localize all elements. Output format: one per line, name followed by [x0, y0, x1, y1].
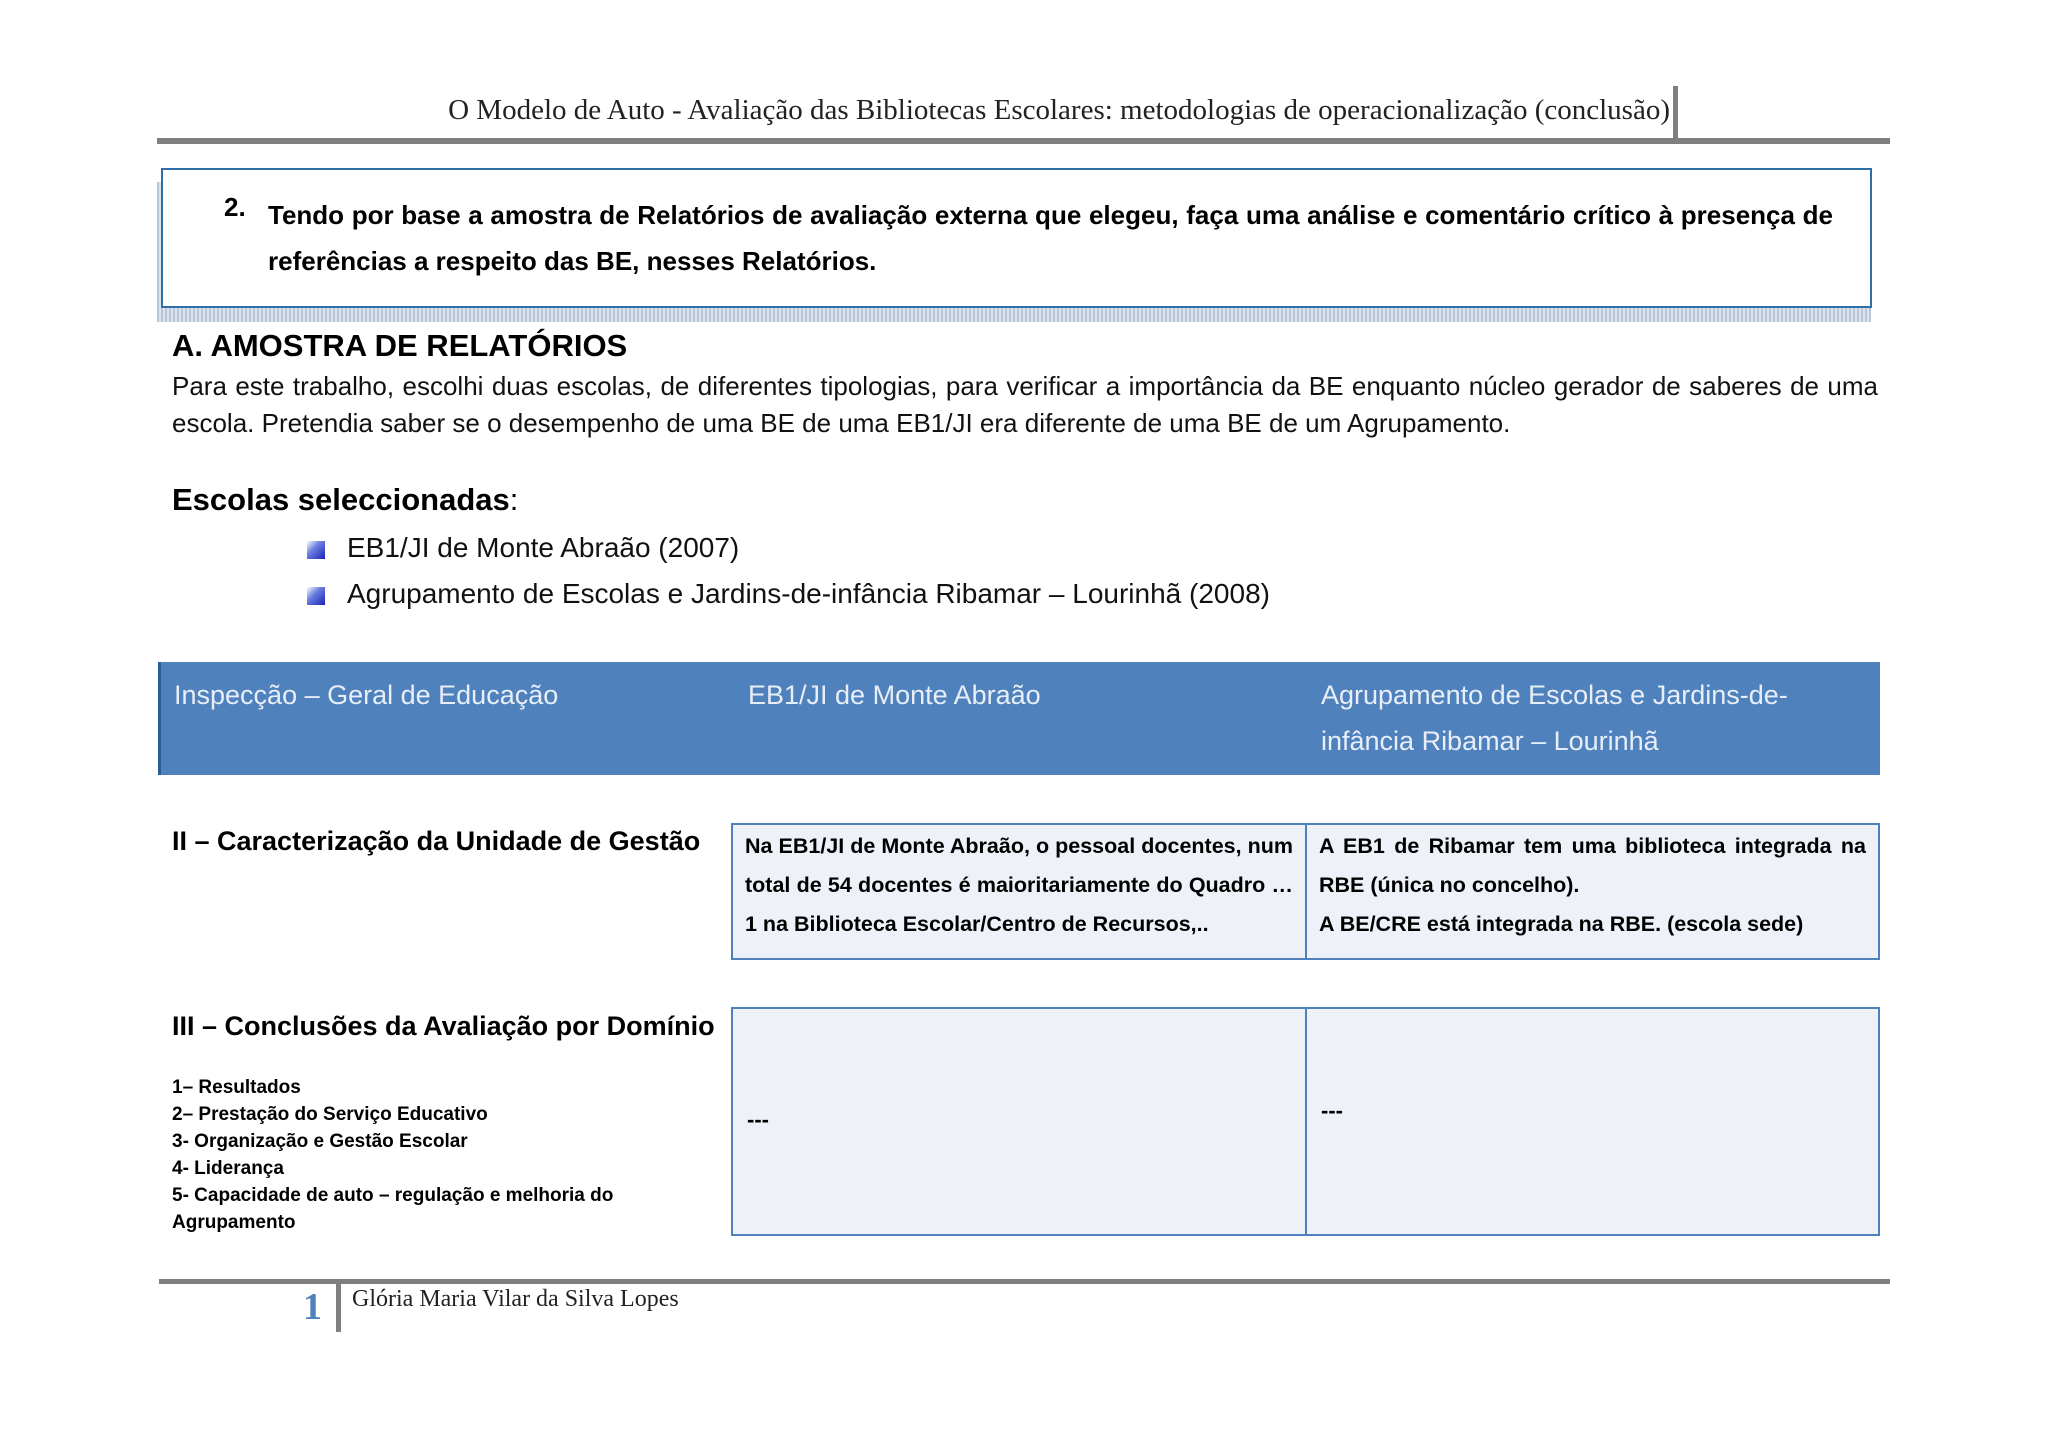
table-header-cell: Agrupamento de Escolas e Jardins-de-infância Ribamar – Lourinhã [1321, 680, 1788, 756]
escolas-heading-colon: : [509, 482, 519, 517]
table-header-cell: Inspecção – Geral de Educação [174, 680, 559, 710]
bullet-icon [307, 587, 325, 605]
header-rule [157, 138, 1890, 144]
domain-item: 1– Resultados [172, 1077, 301, 1098]
domain-item: 2– Prestação do Serviço Educativo [172, 1104, 488, 1125]
table-cell [731, 1007, 1307, 1236]
domain-item: 4- Liderança [172, 1158, 284, 1179]
cell-line: A BE/CRE está integrada na RBE. (escola sede) [1319, 912, 1804, 936]
row-label: III – Conclusões da Avaliação por Domínio [172, 1011, 715, 1041]
escolas-heading [172, 482, 518, 518]
header-divider [1673, 86, 1678, 140]
school-list-item: EB1/JI de Monte Abraão (2007) [347, 532, 740, 563]
cell-placeholder: --- [747, 1107, 769, 1132]
escolas-heading-text: Escolas seleccionadas [172, 482, 510, 517]
question-box [161, 168, 1872, 308]
school-list-item: Agrupamento de Escolas e Jardins-de-infância Ribamar – Lourinhã (2008) [347, 578, 1270, 609]
cell-line: A EB1 de Ribamar tem uma biblioteca integrada na RBE (única no concelho). [1319, 834, 1866, 897]
domain-item: 5- Capacidade de auto – regulação e melhoria do Agrupamento [172, 1185, 614, 1233]
table-cell [1305, 1007, 1880, 1236]
table-cell: Na EB1/JI de Monte Abraão, o pessoal docentes, num total de 54 docentes é maioritariamente do Quadro … 1 na Biblioteca Escolar/Centro de Recursos,.. [731, 823, 1307, 960]
running-header: O Modelo de Auto - Avaliação das Bibliotecas Escolares: metodologias de operacionalização (conclusão) [448, 94, 1670, 126]
domain-list [172, 1074, 692, 1236]
cell-placeholder: --- [1321, 1098, 1343, 1123]
intro-paragraph: Para este trabalho, escolhi duas escolas, de diferentes tipologias, para verificar a importância da BE enquanto núcleo gerador de saberes de uma escola. Pretendia saber se o desempenho de uma BE de uma EB1/JI era diferente de uma BE de um Agrupamento. [172, 371, 1878, 438]
table-header-cell: EB1/JI de Monte Abraão [748, 680, 1041, 710]
domain-item: 3- Organização e Gestão Escolar [172, 1131, 468, 1152]
table-cell [1305, 823, 1880, 960]
section-title: A. AMOSTRA DE RELATÓRIOS [172, 328, 628, 363]
table-header-row [158, 662, 1880, 775]
footer-rule [159, 1279, 1890, 1284]
page-number: 1 [303, 1286, 322, 1328]
question-number: 2. [224, 192, 246, 222]
footer-divider [336, 1284, 341, 1332]
author-name: Glória Maria Vilar da Silva Lopes [352, 1286, 679, 1312]
row-label: II – Caracterização da Unidade de Gestão [172, 826, 701, 856]
question-text: Tendo por base a amostra de Relatórios de avaliação externa que elegeu, faça uma análise e comentário crítico à presença de referências a respeito das BE, nesses Relatórios. [268, 200, 1833, 276]
bullet-icon [307, 541, 325, 559]
